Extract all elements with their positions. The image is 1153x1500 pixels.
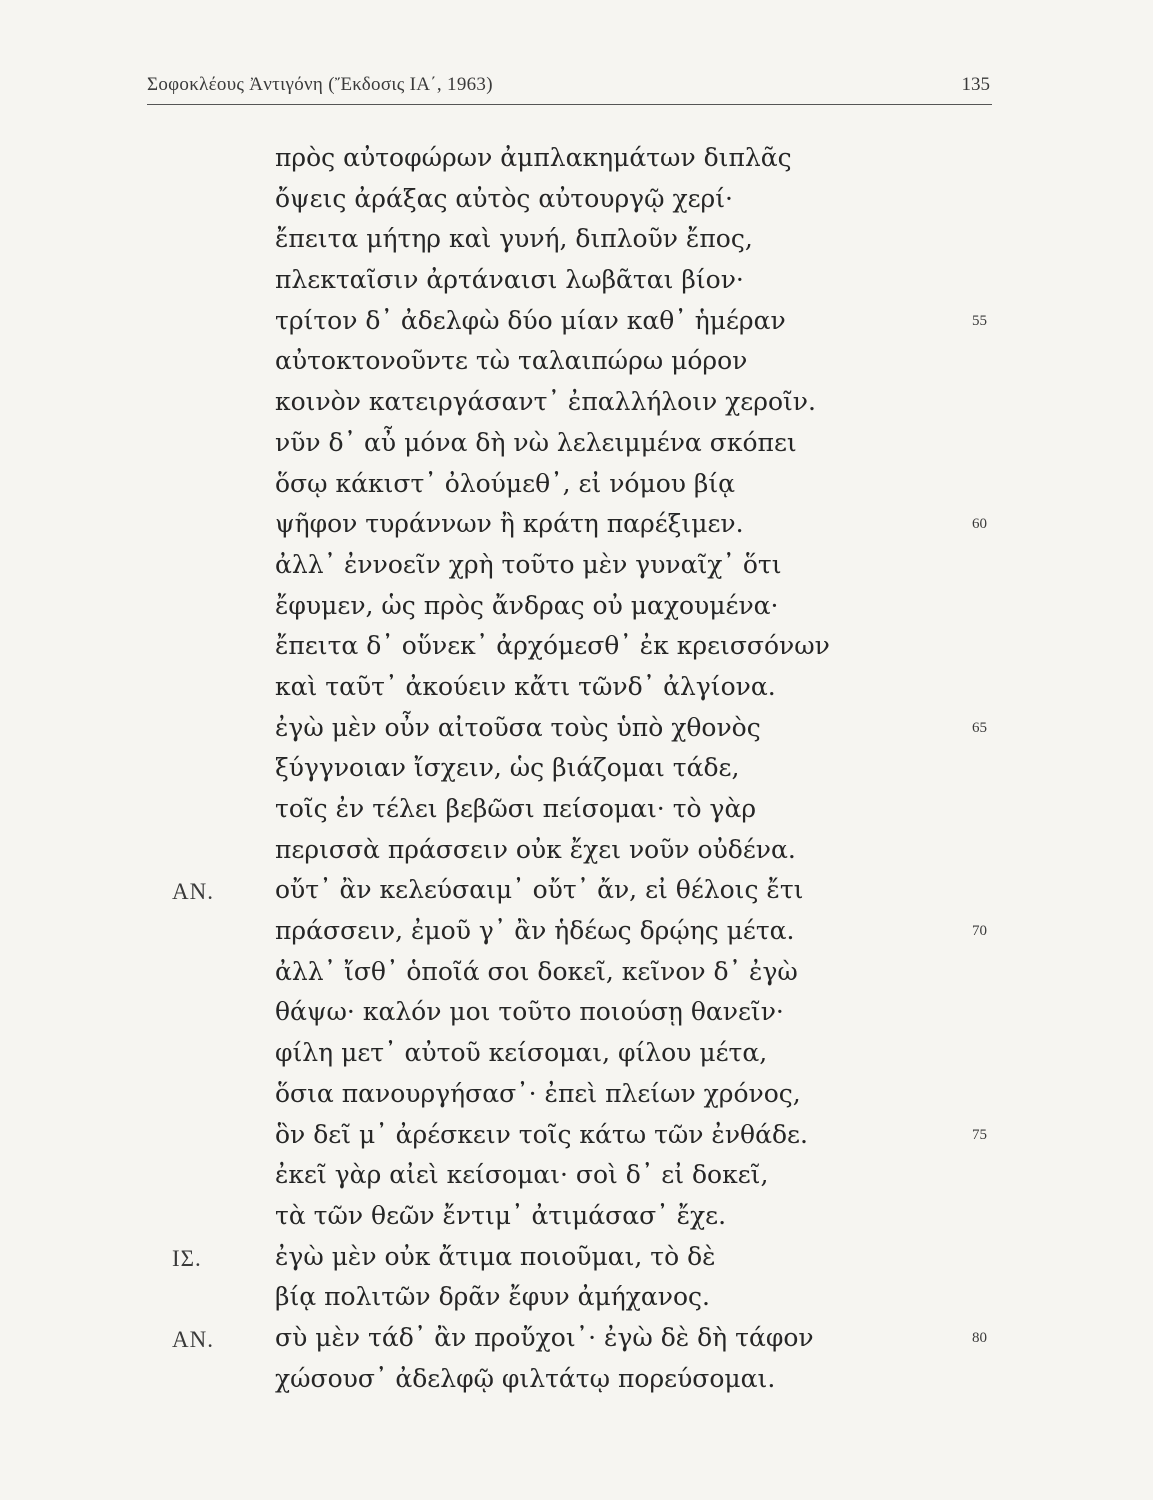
verse-line <box>0 586 1153 627</box>
verse-line <box>0 423 1153 464</box>
verse-line <box>0 504 1153 545</box>
verse-text: ὅσῳ κάκιστ᾽ ὀλούμεθ᾽, εἰ νόμου βίᾳ <box>275 468 736 498</box>
verse-line <box>0 667 1153 708</box>
speaker-label: ΑΝ. <box>172 1326 214 1352</box>
verse-line <box>0 911 1153 952</box>
verse-line <box>0 301 1153 342</box>
verse-block <box>0 138 1153 1399</box>
speaker-label: ΑΝ. <box>172 879 214 905</box>
line-number: 75 <box>972 1126 987 1143</box>
verse-line <box>0 1155 1153 1196</box>
verse-text: τὰ τῶν θεῶν ἔντιμ᾽ ἀτιμάσασ᾽ ἔχε. <box>275 1200 727 1230</box>
verse-line <box>0 1115 1153 1156</box>
verse-text: χώσουσ᾽ ἀδελφῷ φιλτάτῳ πορεύσομαι. <box>275 1363 776 1393</box>
verse-text: νῦν δ᾽ αὖ μόνα δὴ νὼ λελειμμένα σκόπει <box>275 427 797 457</box>
verse-line <box>0 626 1153 667</box>
verse-line <box>0 748 1153 789</box>
verse-text: ἔπειτα δ᾽ οὕνεκ᾽ ἀρχόμεσθ᾽ ἐκ κρεισσόνων <box>275 631 830 661</box>
verse-line <box>0 179 1153 220</box>
verse-line <box>0 789 1153 830</box>
verse-text: ἐγὼ μὲν οὖν αἰτοῦσα τοὺς ὑπὸ χθονὸς <box>275 712 761 742</box>
verse-text: πρὸς αὐτοφώρων ἀμπλακημάτων διπλᾶς <box>275 143 792 172</box>
verse-text: ὅσια πανουργήσασ᾽· ἐπεὶ πλείων χρόνος, <box>275 1078 801 1108</box>
verse-line <box>0 1318 1153 1359</box>
verse-text: σὺ μὲν τάδ᾽ ἂν προὔχοι᾽· ἐγὼ δὲ δὴ τάφον <box>275 1322 814 1352</box>
verse-text: πλεκταῖσιν ἀρτάναισι λωβᾶται βίον· <box>275 265 744 295</box>
verse-text: τρίτον δ᾽ ἀδελφὼ δύο μίαν καθ᾽ ἡμέραν <box>275 305 786 335</box>
verse-text: ἀλλ᾽ ἴσθ᾽ ὁποῖά σοι δοκεῖ, κεῖνον δ᾽ ἐγὼ <box>275 956 798 986</box>
verse-line <box>0 382 1153 423</box>
line-number: 80 <box>972 1329 987 1346</box>
speaker-label: ΙΣ. <box>172 1245 202 1271</box>
line-number: 70 <box>972 923 987 940</box>
verse-text: θάψω· καλόν μοι τοῦτο ποιούσῃ θανεῖν· <box>275 997 784 1027</box>
verse-line <box>0 464 1153 505</box>
verse-text: καὶ ταῦτ᾽ ἀκούειν κἄτι τῶνδ᾽ ἀλγίονα. <box>275 671 776 701</box>
verse-text: αὐτοκτονοῦντε τὼ ταλαιπώρω μόρον <box>275 346 748 376</box>
verse-text: ἔπειτα μήτηρ καὶ γυνή, διπλοῦν ἔπος, <box>275 224 753 254</box>
verse-text: τοῖς ἐν τέλει βεβῶσι πείσομαι· τὸ γὰρ <box>275 794 757 823</box>
verse-text: ὃν δεῖ μ᾽ ἀρέσκειν τοῖς κάτω τῶν ἐνθάδε. <box>275 1119 808 1149</box>
verse-line <box>0 992 1153 1033</box>
page-number: 135 <box>961 74 990 95</box>
verse-text: φίλη μετ᾽ αὐτοῦ κείσομαι, φίλου μέτα, <box>275 1038 768 1068</box>
verse-text: οὔτ᾽ ἂν κελεύσαιμ᾽ οὔτ᾽ ἄν, εἰ θέλοις ἔτι <box>275 875 804 905</box>
line-number: 55 <box>972 312 987 329</box>
verse-line <box>0 138 1153 179</box>
verse-text: ἐκεῖ γὰρ αἰεὶ κείσομαι· σοὶ δ᾽ εἰ δοκεῖ, <box>275 1160 769 1190</box>
verse-text: ὄψεις ἀράξας αὐτὸς αὐτουργῷ χερί· <box>275 183 734 213</box>
verse-line <box>0 1074 1153 1115</box>
verse-line <box>0 1277 1153 1318</box>
verse-text: ξύγγνοιαν ἴσχειν, ὡς βιάζομαι τάδε, <box>275 753 740 783</box>
verse-line <box>0 341 1153 382</box>
verse-text: βίᾳ πολιτῶν δρᾶν ἔφυν ἀμήχανος. <box>275 1282 710 1312</box>
verse-text: ἐγὼ μὲν οὐκ ἄτιμα ποιοῦμαι, τὸ δὲ <box>275 1241 716 1271</box>
verse-text: ψῆφον τυράννων ἢ κράτη παρέξιμεν. <box>275 509 744 539</box>
verse-line <box>0 1196 1153 1237</box>
verse-text: πράσσειν, ἐμοῦ γ᾽ ἂν ἡδέως δρῴης μέτα. <box>275 916 795 946</box>
verse-line <box>0 830 1153 871</box>
running-title: Σοφοκλέους Ἀντιγόνη (Ἔκδοσις ΙΑ΄, 1963) <box>147 74 493 95</box>
verse-line <box>0 219 1153 260</box>
header-rule <box>147 104 992 105</box>
verse-line <box>0 260 1153 301</box>
line-number: 65 <box>972 719 987 736</box>
verse-line <box>0 545 1153 586</box>
running-header <box>147 70 992 104</box>
verse-line <box>0 952 1153 993</box>
verse-text: κοινὸν κατειργάσαντ᾽ ἐπαλλήλοιν χεροῖν. <box>275 387 816 417</box>
verse-line <box>0 708 1153 749</box>
verse-line <box>0 870 1153 911</box>
verse-text: ἔφυμεν, ὡς πρὸς ἄνδρας οὐ μαχουμένα· <box>275 590 779 620</box>
verse-text: ἀλλ᾽ ἐννοεῖν χρὴ τοῦτο μὲν γυναῖχ᾽ ὅτι <box>275 549 782 579</box>
verse-line <box>0 1237 1153 1278</box>
verse-line <box>0 1359 1153 1400</box>
verse-line <box>0 1033 1153 1074</box>
line-number: 60 <box>972 516 987 533</box>
verse-text: περισσὰ πράσσειν οὐκ ἔχει νοῦν οὐδένα. <box>275 834 796 864</box>
